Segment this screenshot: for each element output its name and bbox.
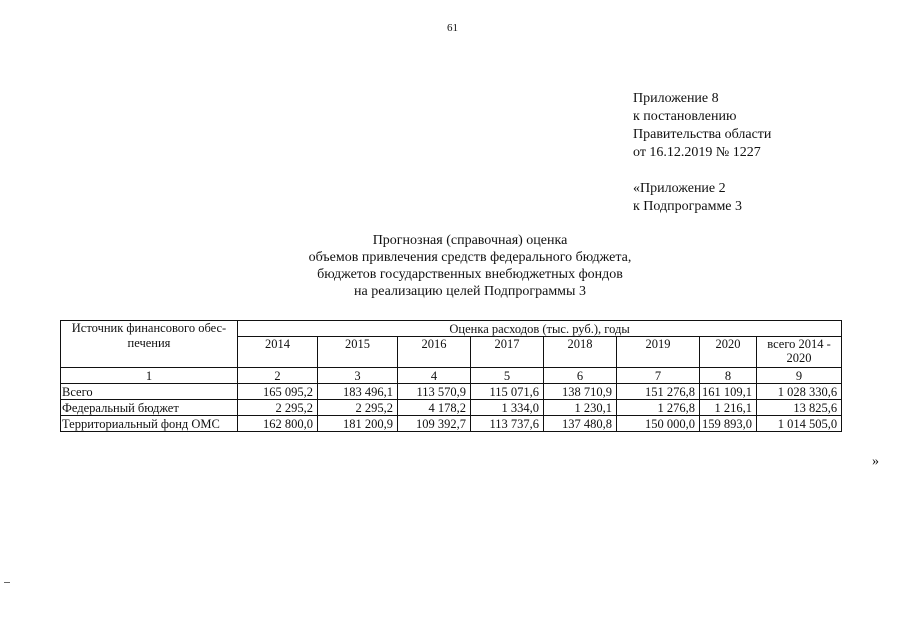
table-cell: 151 276,8 (617, 384, 700, 400)
title-line: на реализацию целей Подпрограммы 3 (354, 284, 586, 299)
column-number: 5 (471, 368, 544, 384)
sub-appendix-line: «Приложение 2 (633, 181, 726, 196)
year-header: 2018 (544, 337, 617, 368)
table-cell: 181 200,9 (318, 416, 398, 432)
appendix-line: Правительства области (633, 127, 772, 142)
column-number: 6 (544, 368, 617, 384)
table-cell: 161 109,1 (700, 384, 757, 400)
table-cell: 138 710,9 (544, 384, 617, 400)
table-cell: 1 028 330,6 (757, 384, 842, 400)
table-cell: 150 000,0 (617, 416, 700, 432)
appendix-block (633, 90, 863, 216)
title-line: объемов привлечения средств федерального бюджета, (308, 250, 632, 265)
closing-quote: » (872, 454, 879, 469)
column-number: 3 (318, 368, 398, 384)
table-cell: 113 570,9 (398, 384, 471, 400)
table-row (61, 416, 842, 432)
appendix-line: к постановлению (633, 109, 737, 124)
year-header: 2017 (471, 337, 544, 368)
table-cell: 1 334,0 (471, 400, 544, 416)
table-cell: 137 480,8 (544, 416, 617, 432)
column-number: 1 (61, 368, 238, 384)
column-number: 2 (238, 368, 318, 384)
column-number: 4 (398, 368, 471, 384)
title-line: Прогнозная (справочная) оценка (372, 233, 568, 248)
appendix-line: Приложение 8 (633, 91, 719, 106)
table-cell: 165 095,2 (238, 384, 318, 400)
table-cell: 115 071,6 (471, 384, 544, 400)
source-header: Источник финансового обес-печения (61, 321, 238, 368)
page-number: 61 (447, 22, 458, 34)
table-cell: 1 216,1 (700, 400, 757, 416)
total-header: всего 2014 - 2020 (757, 337, 842, 368)
column-number: 7 (617, 368, 700, 384)
table-cell: 159 893,0 (700, 416, 757, 432)
table-cell: 2 295,2 (238, 400, 318, 416)
row-label: Федеральный бюджет (61, 400, 238, 416)
document-title (200, 232, 740, 300)
table-cell: 2 295,2 (318, 400, 398, 416)
financing-table (60, 320, 842, 432)
margin-mark (4, 582, 10, 583)
table-cell: 4 178,2 (398, 400, 471, 416)
estimate-header: Оценка расходов (тыс. руб.), годы (238, 321, 842, 337)
column-number: 8 (700, 368, 757, 384)
year-header: 2015 (318, 337, 398, 368)
table-cell: 1 014 505,0 (757, 416, 842, 432)
table-cell: 13 825,6 (757, 400, 842, 416)
table-row (61, 384, 842, 400)
column-number: 9 (757, 368, 842, 384)
table-row (61, 400, 842, 416)
table-cell: 1 230,1 (544, 400, 617, 416)
table-cell: 109 392,7 (398, 416, 471, 432)
row-label: Всего (61, 384, 238, 400)
table-cell: 162 800,0 (238, 416, 318, 432)
year-header: 2014 (238, 337, 318, 368)
title-line: бюджетов государственных внебюджетных фондов (317, 267, 623, 282)
year-header: 2019 (617, 337, 700, 368)
year-header: 2016 (398, 337, 471, 368)
table-cell: 113 737,6 (471, 416, 544, 432)
table-cell: 183 496,1 (318, 384, 398, 400)
year-header: 2020 (700, 337, 757, 368)
sub-appendix-line: к Подпрограмме 3 (633, 199, 743, 214)
table-cell: 1 276,8 (617, 400, 700, 416)
row-label: Территориальный фонд ОМС (61, 416, 238, 432)
appendix-date-line: от 16.12.2019 № 1227 (633, 145, 761, 160)
